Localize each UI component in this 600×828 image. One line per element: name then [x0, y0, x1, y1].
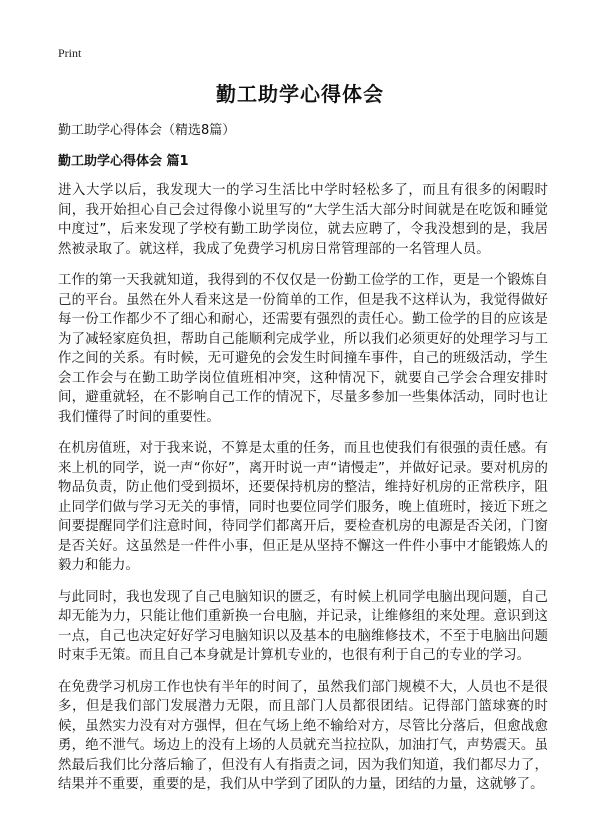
paragraph: 进入大学以后，我发现大一的学习生活比中学时轻松多了，而且有很多的闲暇时间，我开始担心自己会过得像小说里写的“大学生活大部分时间就是在吃饭和睡觉中度过”，后来发现了学校有勤工助学岗位，就去应聘了，令我没想到的是，我居然被录取了。就这样，我成了免费学习机房日常管理部的一名管理人员。 — [58, 183, 548, 257]
paragraph: 在机房值班，对于我来说，不算是太重的任务，而且也使我们有很强的责任感。有来上机的同学，说一声“你好”，离开时说一声“请慢走”，并做好记录。要对机房的物品负责，防止他们受到损坏，还要保持机房的整洁，维持好机房的正常秩序，阻止同学们做与学习无关的事情，同时也要位同学们服务，晚上值班时，接近下班之间要提醒同学们注意时间，待同学们都离开后，要检查机房的电源是否关闭，门窗是否关好。这虽然是一件件小事，但正是从坚持不懈这一件件小事中才能锻炼人的毅力和能力。 — [58, 441, 548, 573]
article-body — [58, 181, 548, 807]
section-heading: 勤工助学心得体会 篇1 — [58, 154, 189, 169]
document-subtitle: 勤工助学心得体会（精选8篇） — [58, 123, 236, 138]
page-title: 勤工助学心得体会 — [216, 82, 384, 106]
paragraph: 在免费学习机房工作也快有半年的时间了，虽然我们部门规模不大，人员也不是很多，但是我们部门发展潜力无限，而且部门人员都很团结。记得部门篮球赛的时候，虽然实力没有对方强悍，但在气场上绝不输给对方，尽管比分落后，但愈战愈勇，绝不泄气。场边上的没有上场的人员就充当拉拉队，加油打气，声势震天。虽然最后我们比分落后输了，但没有人有指责之词，因为我们知道，我们都尽力了，结果并不重要，重要的是，我们从中学到了团队的力量，团结的力量，这就够了。 — [58, 679, 548, 792]
paragraph: 与此同时，我也发现了自己电脑知识的匮乏，有时候上机同学电脑出现问题，自己却无能为力，只能让他们重新换一台电脑，并记录，让维修组的来处理。意识到这一点，自己也决定好好学习电脑知识以及基本的电脑维修技术，不至于电脑出问题时束手无策。而且自己本身就是计算机专业的，也很有利于自己的专业的学习。 — [58, 589, 548, 663]
paragraph: 工作的第一天我就知道，我得到的不仅仅是一份勤工俭学的工作，更是一个锻炼自己的平台。虽然在外人看来这是一份简单的工作，但是我不这样认为，我觉得做好每一份工作都少不了细心和耐心，还需要有强烈的责任心。勤工俭学的目的应该是为了减轻家庭负担，帮助自己能顺利完成学业，所以我们必须更好的处理学习与工作之间的关系。有时候，无可避免的会发生时间撞车事件，自己的班级活动，学生会工作会与在勤工助学岗位值班相冲突，这种情况下，就要自己学会合理安排时间，避重就轻，在不影响自己工作的情况下，尽量多参加一些集体活动，同时也让我们懂得了时间的重要性。 — [58, 273, 548, 425]
print-link[interactable]: Print — [58, 46, 82, 60]
